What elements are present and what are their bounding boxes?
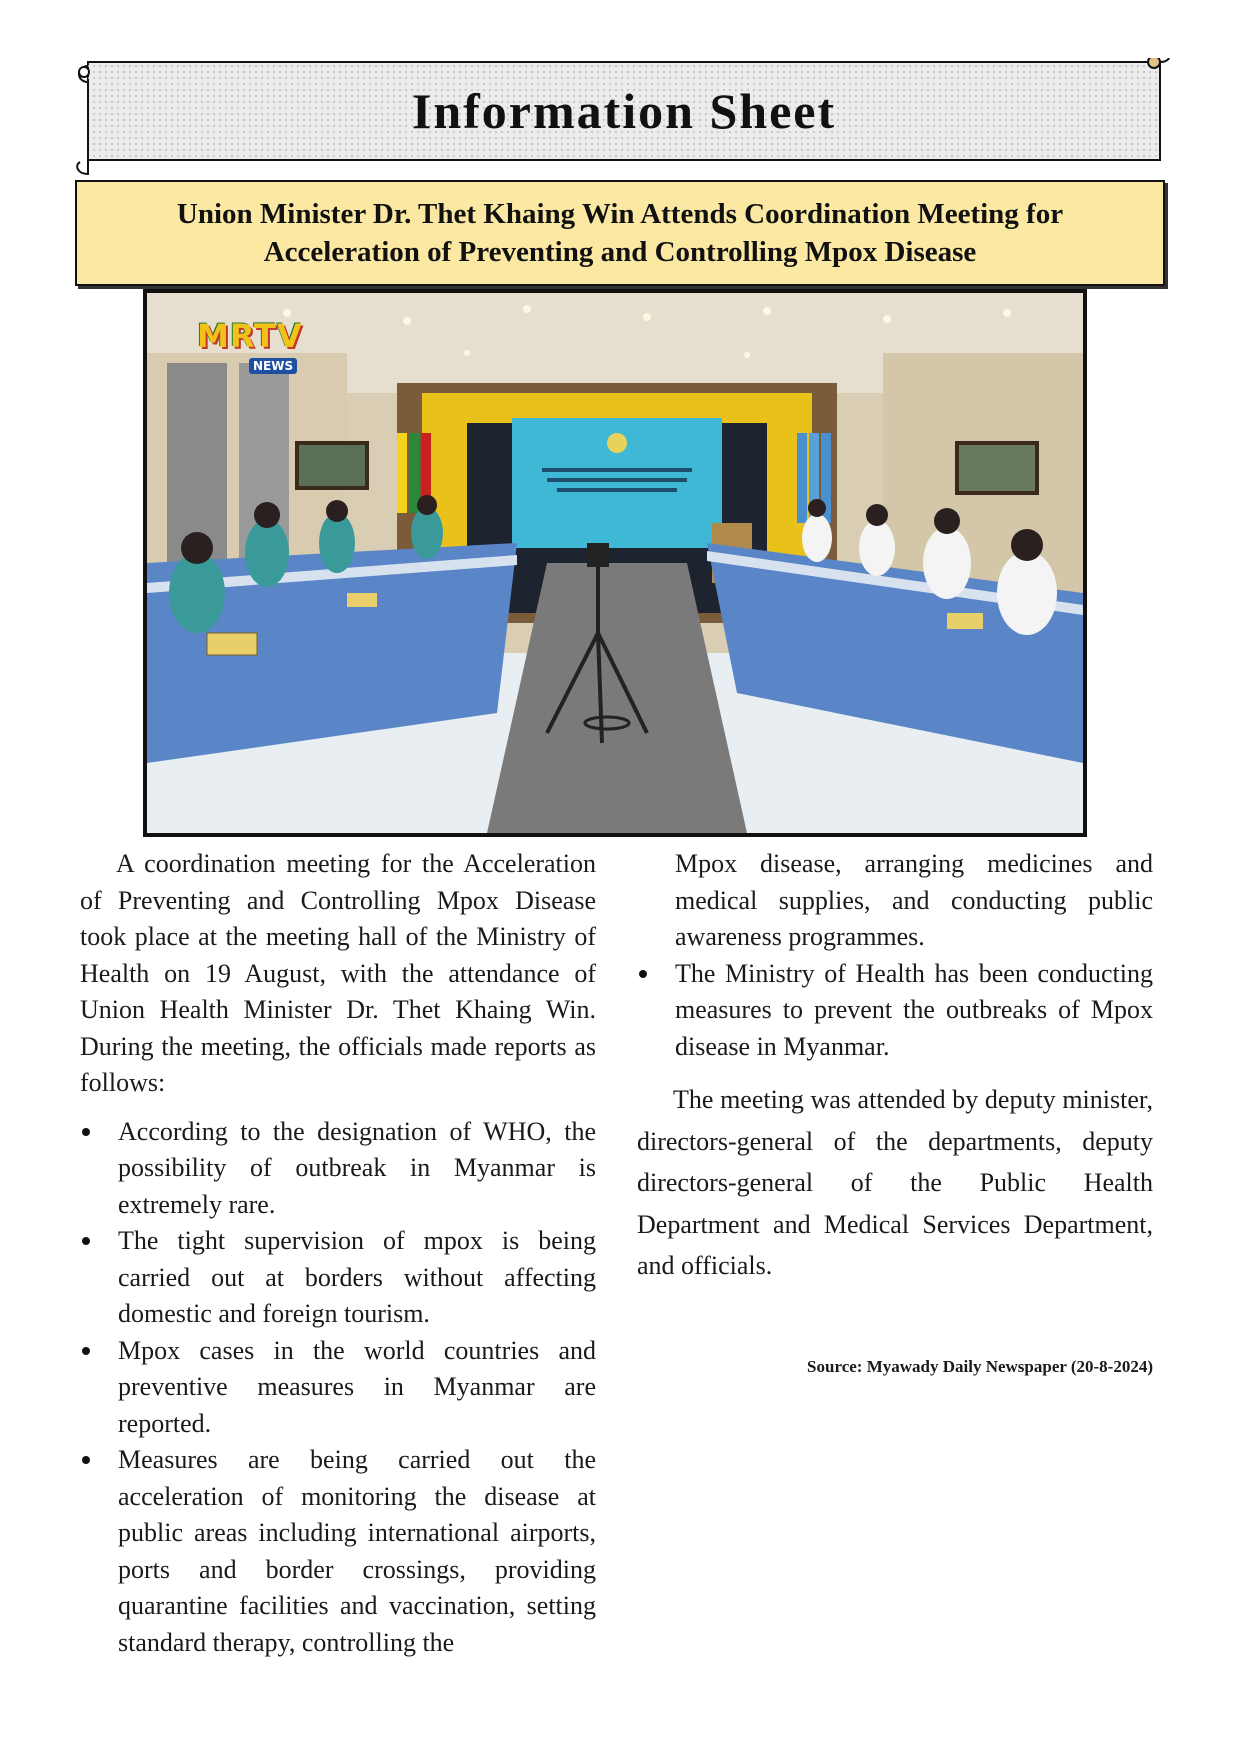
article-left-column xyxy=(80,846,596,1661)
report-list-continued xyxy=(637,956,1153,1066)
headline-line-1: Union Minister Dr. Thet Khaing Win Attends Coordination Meeting for xyxy=(176,198,1064,230)
list-item-text: The Ministry of Health has been conducting measures to prevent the outbreaks of Mpox disease in Myanmar. xyxy=(675,958,1153,1061)
closing-paragraph: The meeting was attended by deputy minister, directors-general of the departments, deputy directors-general of the Public Health Department and Medical Services Department, and officials. xyxy=(637,1085,1153,1280)
bullet-icon xyxy=(82,1237,90,1245)
mrtv-logo-text: MRTV xyxy=(197,317,303,355)
intro-paragraph: A coordination meeting for the Acceleration of Preventing and Controlling Mpox Disease took place at the meeting hall of the Ministry of Health on 19 August, with the attendance of Union Health Minister Dr. Thet Khaing Win. During the meeting, the officials made reports as follows: xyxy=(80,849,596,1097)
source-credit: Source: Myawady Daily Newspaper (20-8-2024) xyxy=(807,1357,1153,1376)
mrtv-news-badge: NEWS xyxy=(249,358,297,374)
meeting-hall-illustration xyxy=(147,293,1083,833)
list-item xyxy=(80,1442,596,1661)
bullet-icon xyxy=(82,1456,90,1464)
list-item-text: The tight supervision of mpox is being carried out at borders without affecting domestic and foreign tourism. xyxy=(118,1226,596,1328)
mrtv-logo xyxy=(197,317,303,374)
list-item xyxy=(80,1223,596,1333)
bullet-icon xyxy=(82,1128,90,1136)
bullet-icon xyxy=(82,1347,90,1355)
list-item xyxy=(637,956,1153,1066)
list-item-continuation: Mpox disease, arranging medicines and medical supplies, and conducting public awareness programmes. xyxy=(675,849,1153,951)
list-item xyxy=(80,1333,596,1443)
article-right-column xyxy=(637,846,1153,1287)
list-item-text: Mpox cases in the world countries and preventive measures in Myanmar are reported. xyxy=(118,1335,596,1438)
page-title: Information Sheet xyxy=(411,83,837,139)
report-list xyxy=(80,1114,596,1662)
list-item xyxy=(80,1114,596,1224)
headline-box xyxy=(75,180,1165,286)
bullet-icon xyxy=(639,970,647,978)
headline-line-2: Acceleration of Preventing and Controlling Mpox Disease xyxy=(263,236,977,268)
meeting-photo xyxy=(143,289,1087,837)
title-banner xyxy=(74,58,1174,176)
list-item-text: According to the designation of WHO, the possibility of outbreak in Myanmar is extremely rare. xyxy=(118,1116,596,1219)
list-item-text: Measures are being carried out the acceleration of monitoring the disease at public areas including international airports, ports and border crossings, providing quarantine facilities and vaccination, setting standard therapy, controlling the xyxy=(118,1445,596,1657)
